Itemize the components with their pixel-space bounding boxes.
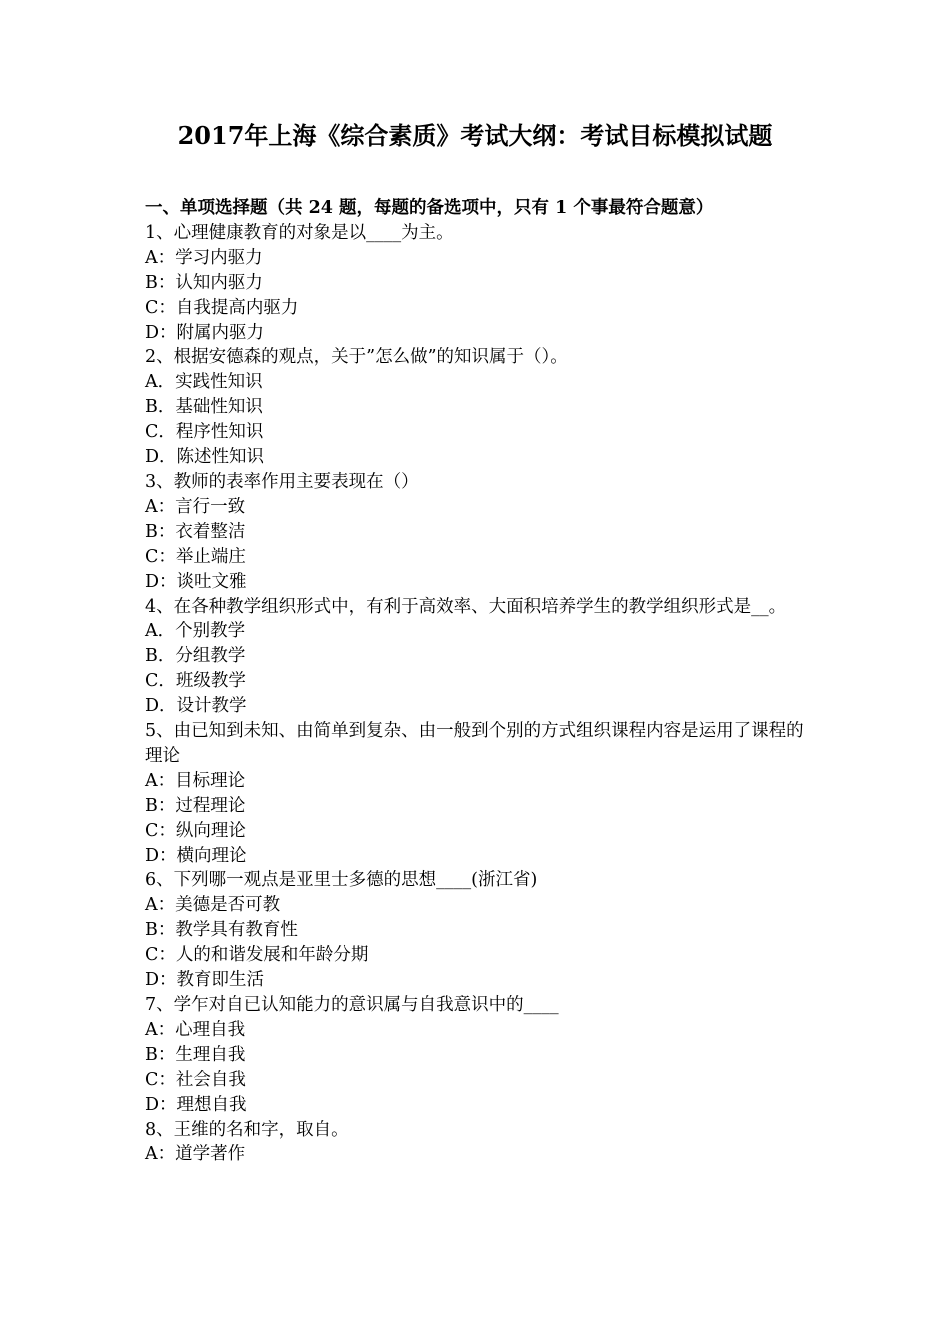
option-b: B：衣着整洁 — [145, 521, 246, 542]
question-text: 5、由已知到未知、由简单到复杂、由一般到个别的方式组织课程内容是运用了课程的理论 — [145, 721, 804, 766]
question-text: 3、教师的表率作用主要表现在（） — [145, 471, 419, 492]
question-2 — [145, 345, 815, 470]
option-b: B：生理自我 — [145, 1044, 246, 1065]
question-text: 4、在各种教学组织形式中，有利于高效率、大面积培养学生的教学组织形式是__。 — [145, 596, 787, 617]
option-d: D：附属内驱力 — [145, 322, 265, 343]
option-a: A：言行一致 — [145, 496, 246, 517]
question-6 — [145, 868, 815, 993]
option-c: C：举止端庄 — [145, 546, 246, 567]
option-c: C：人的和谐发展和年龄分期 — [145, 945, 369, 966]
option-d: D．陈述性知识 — [145, 447, 265, 468]
page-title: 2017年上海《综合素质》考试大纲：考试目标模拟试题 — [177, 121, 773, 150]
question-text: 7、学乍对自已认知能力的意识属与自我意识中的____ — [145, 995, 559, 1015]
option-d: D：横向理论 — [145, 845, 247, 866]
question-text: 1、心理健康教育的对象是以____为主。 — [145, 222, 454, 243]
option-d: D：教育即生活 — [145, 970, 265, 991]
question-4 — [145, 595, 815, 720]
question-text: 8、王维的名和字，取自。 — [145, 1119, 349, 1140]
question-1 — [145, 221, 815, 346]
option-d: D：理想自我 — [145, 1094, 247, 1115]
option-b: B：教学具有教育性 — [145, 920, 298, 941]
exam-content — [145, 196, 815, 1167]
question-text: 2、根据安德森的观点，关于”怎么做”的知识属于（）。 — [145, 347, 568, 368]
question-text: 6、下列哪一观点是亚里士多德的思想____(浙江省) — [145, 870, 538, 891]
question-3 — [145, 470, 815, 595]
option-c: C：自我提高内驱力 — [145, 297, 299, 318]
option-c: C．班级教学 — [145, 671, 246, 692]
option-c: C．程序性知识 — [145, 422, 264, 443]
option-c: C：纵向理论 — [145, 820, 246, 841]
section-heading: 一、单项选择题（共 24 题，每题的备选项中，只有 1 个事最符合题意） — [145, 198, 714, 218]
option-c: C：社会自我 — [145, 1069, 246, 1090]
question-8 — [145, 1118, 815, 1168]
question-5 — [145, 719, 815, 868]
option-a: A．实践性知识 — [145, 372, 263, 393]
option-a: A：道学著作 — [145, 1144, 246, 1165]
option-d: D：谈吐文雅 — [145, 571, 247, 592]
option-a: A：目标理论 — [145, 770, 246, 791]
option-a: A：美德是否可教 — [145, 895, 281, 916]
question-7 — [145, 993, 815, 1118]
option-b: B．基础性知识 — [145, 397, 263, 418]
option-a: A：心理自我 — [145, 1019, 246, 1040]
option-a: A：学习内驱力 — [145, 247, 263, 268]
option-b: B．分组教学 — [145, 646, 246, 667]
option-b: B：认知内驱力 — [145, 272, 263, 293]
option-d: D．设计教学 — [145, 696, 247, 717]
option-b: B：过程理论 — [145, 795, 246, 816]
option-a: A．个别教学 — [145, 621, 246, 642]
